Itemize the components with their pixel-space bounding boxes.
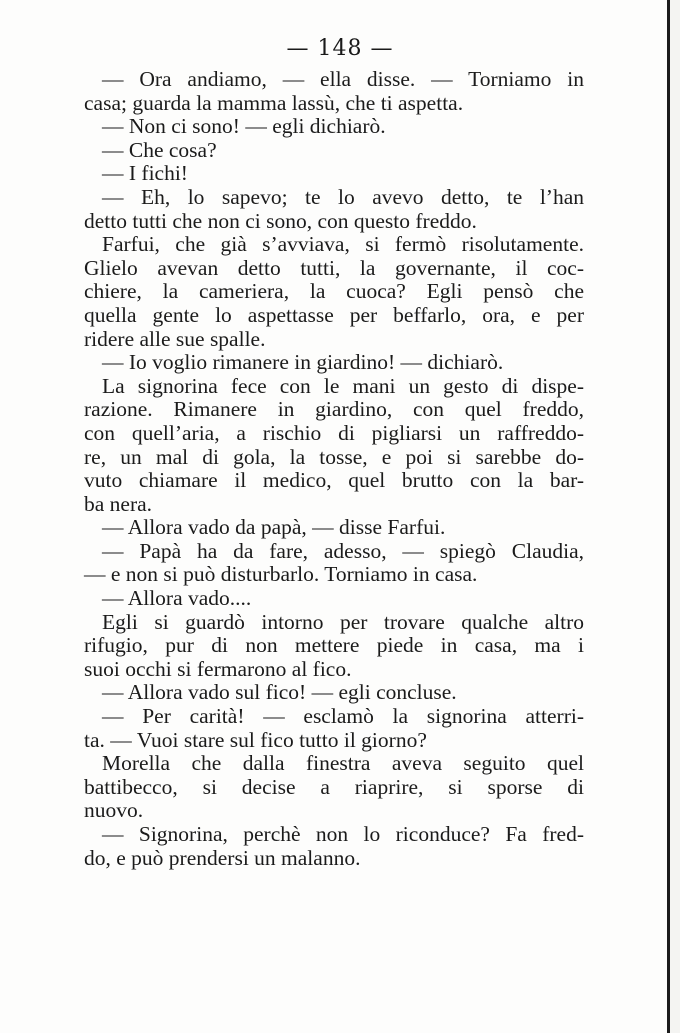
text-line: suoi occhi si fermarono al fico. — [84, 656, 352, 681]
text-line: — Papà ha da fare, adesso, — spiegò Claudia, — [102, 538, 584, 563]
text-line: chiere, la cameriera, la cuoca? Egli pensò che — [84, 279, 584, 304]
text-line: — Allora vado da papà, — disse Farfui. — [102, 515, 446, 540]
page-binding-edge — [667, 0, 670, 1033]
text-line: Glielo avevan detto tutti, la governante, il coc- — [84, 255, 584, 280]
text-line: quella gente lo aspettasse per beffarlo, ora, e per — [84, 302, 584, 327]
text-line: — Allora vado.... — [102, 586, 252, 611]
text-line: rifugio, pur di non mettere piede in casa, ma i — [84, 633, 584, 658]
text-line: nuovo. — [84, 798, 144, 823]
text-line: con quell’aria, a rischio di pigliarsi un raffreddo- — [84, 420, 584, 445]
text-line: Morella che dalla finestra aveva seguito quel — [102, 751, 584, 776]
text-line: ba nera. — [84, 491, 153, 516]
text-line: Farfui, che già s’avviava, si fermò risolutamente. — [102, 232, 584, 257]
text-line: do, e può prendersi un malanno. — [84, 845, 361, 870]
text-line: — Eh, lo sapevo; te lo avevo detto, te l’han — [102, 184, 584, 209]
text-line: ridere alle sue spalle. — [84, 326, 266, 351]
text-line: — Non ci sono! — egli dichiarò. — [102, 114, 386, 139]
text-line: La signorina fece con le mani un gesto di dispe- — [102, 373, 584, 398]
text-line: casa; guarda la mamma lassù, che ti aspetta. — [84, 90, 464, 115]
text-line: — Signorina, perchè non lo riconduce? Fa fred- — [102, 822, 584, 846]
body-text — [84, 68, 584, 870]
text-line: ta. — Vuoi stare sul fico tutto il giorno? — [84, 727, 427, 752]
page-number: — 148 — — [286, 36, 394, 61]
text-line: vuto chiamare il medico, quel brutto con la bar- — [84, 468, 584, 493]
text-line: — Che cosa? — [102, 137, 217, 162]
text-line: re, un mal di gola, la tosse, e poi si sarebbe do- — [84, 444, 584, 469]
text-line: — Allora vado sul fico! — egli concluse. — [102, 680, 457, 705]
page-edge-shadow — [670, 0, 680, 1033]
text-line: razione. Rimanere in giardino, con quel freddo, — [84, 397, 584, 422]
text-line: — Per carità! — esclamò la signorina atterri- — [102, 704, 584, 729]
text-line: — I fichi! — [102, 161, 188, 186]
text-line: detto tutti che non ci sono, con questo freddo. — [84, 208, 477, 233]
text-line: — Ora andiamo, — ella disse. — Torniamo in — [102, 67, 584, 91]
text-line: Egli si guardò intorno per trovare qualche altro — [102, 609, 584, 634]
text-line: — e non si può disturbarlo. Torniamo in casa. — [84, 562, 478, 587]
text-line: — Io voglio rimanere in giardino! — dichiarò. — [102, 350, 504, 375]
text-line: battibecco, si decise a riaprire, si sporse di — [84, 774, 584, 799]
